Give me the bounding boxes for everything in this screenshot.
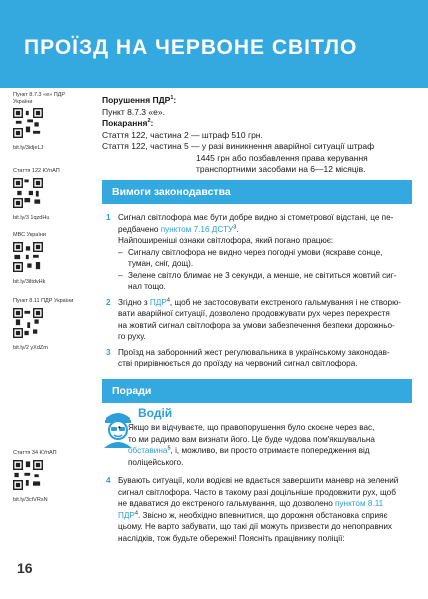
violation-text: Пункт 8.7.3 «е». xyxy=(102,106,165,117)
sidebar-item-ref5[interactable] xyxy=(13,450,79,503)
circumstance-link[interactable]: обставина xyxy=(128,446,168,455)
qr-code-icon xyxy=(13,460,43,490)
sidebar-item-label: МВС України xyxy=(13,232,46,238)
pdr-811-link[interactable]: пунктом 8.11 xyxy=(335,499,384,508)
sidebar-item-ref1[interactable] xyxy=(13,92,79,151)
driver-heading: Водій xyxy=(138,406,173,420)
page-title: ПРОЇЗД НА ЧЕРВОНЕ СВІТЛО xyxy=(24,36,358,59)
driver-tips xyxy=(118,422,410,468)
list-item: 4 Бувають ситуації, коли водієві не вдається завершити маневр на зелений сигнал світлофора. Часто в такому разі доцільніше продовжити рух, щоб не вдаватися до екстреного гальмування, що дозволено пунктом 8.11 ПДР$^4$. Звісно ж, необхідно впевнитися, що дорожня обстановка сприяє цьому. Не варто забувати, що такі дії можуть призвести до непоправних наслідків, тож будьте обережні! Поясніть працівнику поліції: xyxy=(106,476,399,543)
list-item: • Якщо ви відчуваєте, що правопорушення було скоєне через вас, то ми радимо вам визнати його. Це буде чудова пом'якшувальна обставина$^5$, і, можливо, ви просто отримаєте попередження від поліцейського. xyxy=(118,422,410,468)
sidebar-item-label: Стаття 34 КУпАП xyxy=(13,450,57,456)
violation-label: Порушення ПДР$^1$: xyxy=(102,95,177,105)
sidebar-item-ref3[interactable] xyxy=(13,232,79,285)
sidebar-item-label: Пункт 8.7.3 «е» ПДР України xyxy=(13,92,66,105)
qr-code-icon xyxy=(13,242,43,272)
punishment-line: 1445 грн або позбавлення права керування xyxy=(196,152,368,163)
sidebar-item-ref4[interactable] xyxy=(13,298,79,351)
sidebar-item-label: Стаття 122 КУпАП xyxy=(13,168,60,174)
sidebar-item-link[interactable]: bit.ly/3ctVRsN xyxy=(13,496,48,503)
punishment-line: Стаття 122, частина 5 — у разі виникнення аварійної ситуації штраф xyxy=(102,141,375,151)
qr-code-icon xyxy=(13,178,43,208)
header-bar xyxy=(0,0,428,88)
page-number: 16 xyxy=(17,560,33,576)
pdr-link[interactable]: ПДР xyxy=(118,510,135,520)
qr-code-icon xyxy=(13,108,43,138)
requirements-list xyxy=(102,212,408,374)
section-header-requirements: Вимоги законодавства xyxy=(102,180,412,204)
list-item: 3 Проїзд на заборонний жест регулювальника в українському законодав- стві прирівнюється до проїзду на червоний сигнал світлофора. xyxy=(106,347,390,368)
list-item: 2 Згідно з ПДР$^4$, щоб не застосовувати екстреного гальмування і не створю- вати аварійної ситуації, дозволено продовжувати рух через перехрестя на жовтий сигнал світлофора за умови забезпечення безпеки дорожньо- го руху. xyxy=(106,296,401,341)
sidebar xyxy=(0,88,82,599)
list-item: 1 Сигнал світлофора має бути добре видно зі стометрової відстані, це пе- редбачено пунктом 7.16 ДСТУ$^3$. Найпоширеніші ознаки світлофора, який погано працює: – Сигналу світлофора не видно через погодні умови (яскраве сонце, туман, сніг, дощ). – Зелене світло блимає не 3 секунди, а менше, не світиться жовтий сиг- нал тощо. xyxy=(102,212,408,293)
section-header-tips: Поради xyxy=(102,379,412,403)
sidebar-item-link[interactable]: bit.ly/3idjeLJ xyxy=(13,145,44,151)
tips-list xyxy=(102,475,408,548)
sidebar-item-link[interactable]: bit.ly/3iltdvHk xyxy=(13,278,46,285)
sidebar-item-label: Пункт 8.11 ПДР України xyxy=(13,298,74,304)
sidebar-item-link[interactable]: bit.ly/2 yXdZm xyxy=(13,344,48,351)
punishment-line: транспортними засобами на 6—12 місяців. xyxy=(196,164,366,174)
punishment-line: Стаття 122, частина 2 — штраф 510 грн. xyxy=(102,129,263,140)
sidebar-item-ref2[interactable] xyxy=(13,168,79,221)
qr-code-icon xyxy=(13,308,43,338)
violation-block xyxy=(102,95,407,176)
dstu-link[interactable]: пунктом 7.16 ДСТУ xyxy=(160,224,234,234)
pdr-link[interactable]: ПДР xyxy=(149,297,167,307)
sidebar-item-link[interactable]: bit.ly/3 1qzdHu xyxy=(13,214,50,221)
punishment-label: Покарання$^2$: xyxy=(102,118,154,128)
